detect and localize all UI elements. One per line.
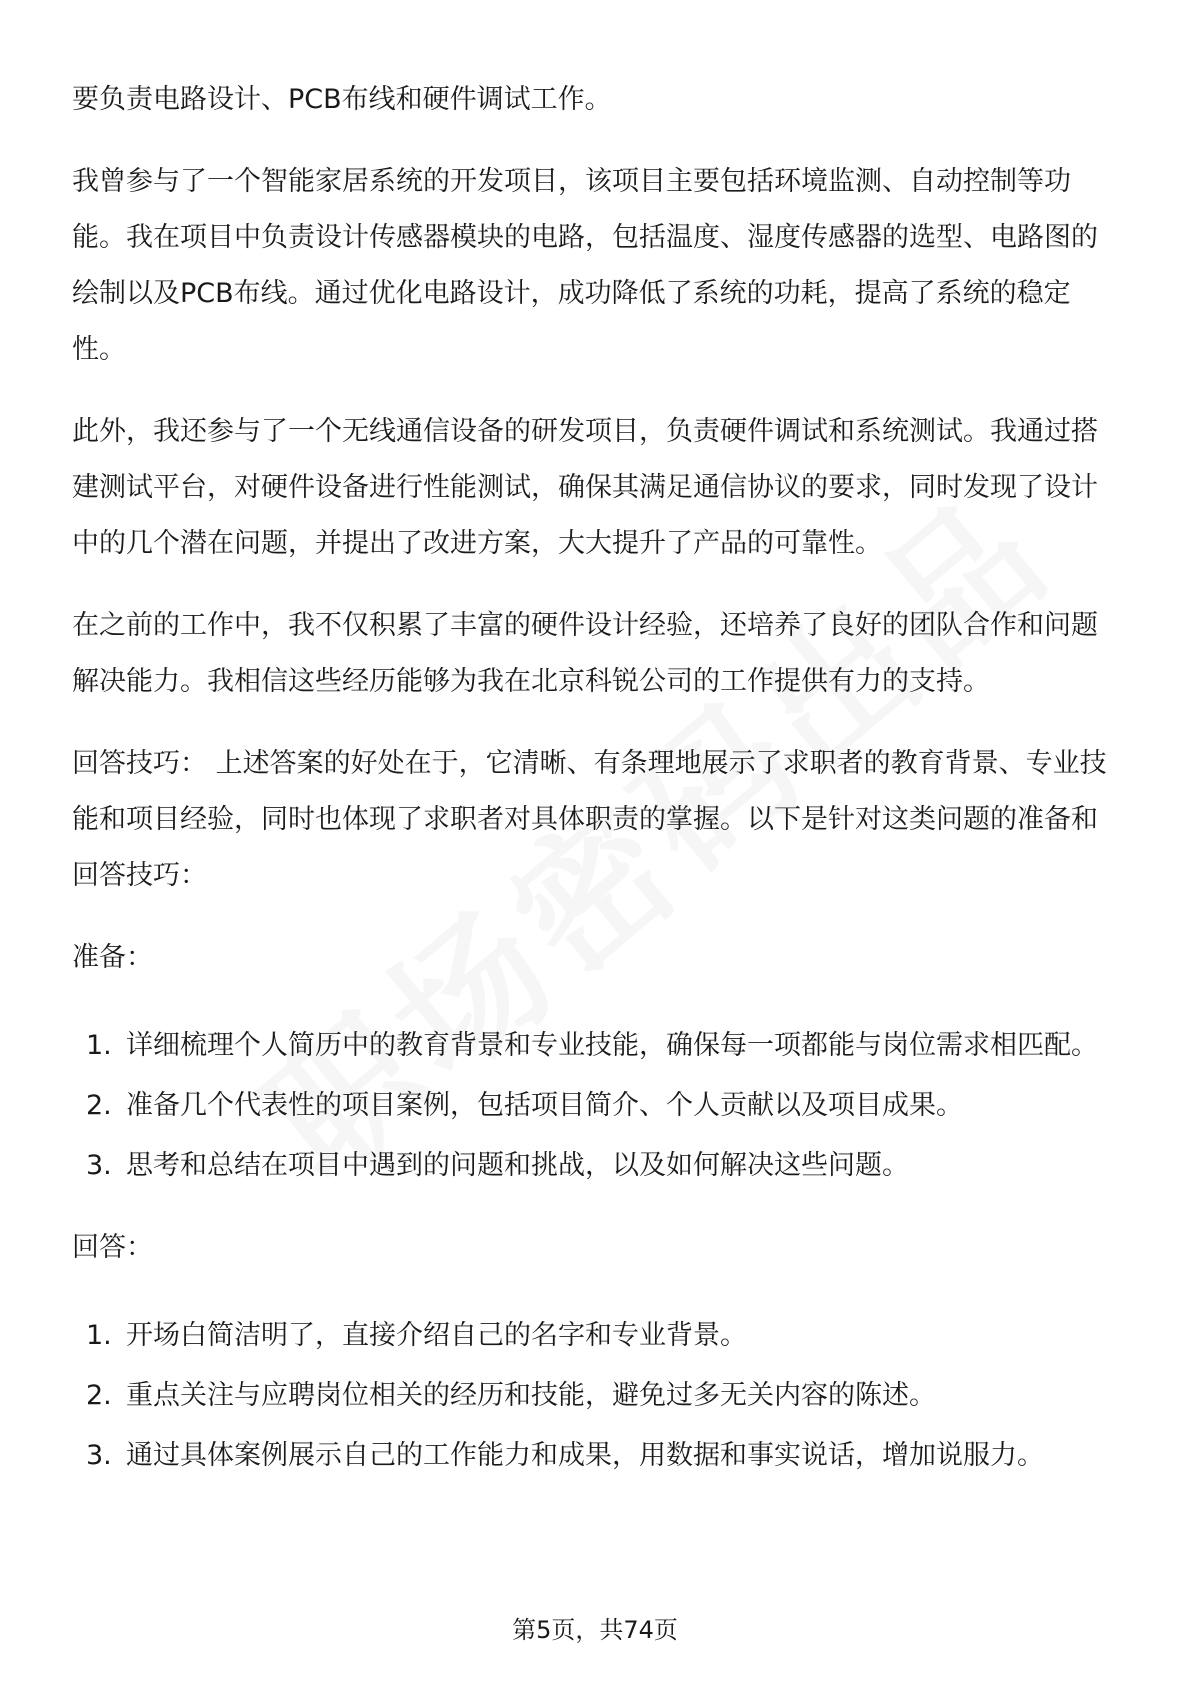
- list-number: 3.: [86, 1150, 112, 1181]
- list-item: [72, 1368, 1122, 1424]
- paragraph-experience-summary: 在之前的工作中，我不仅积累了丰富的硬件设计经验，还培养了良好的团队合作和问题解决能力。我相信这些经历能够为我在北京科锐公司的工作提供有力的支持。: [72, 610, 1098, 697]
- prep-heading: 准备：: [72, 942, 153, 973]
- list-number: 1.: [86, 1030, 112, 1061]
- list-item-text: 开场白简洁明了，直接介绍自己的名字和专业背景。: [126, 1320, 747, 1351]
- list-item-text: 重点关注与应聘岗位相关的经历和技能，避免过多无关内容的陈述。: [126, 1380, 936, 1411]
- paragraph-answer-tips: 回答技巧： 上述答案的好处在于，它清晰、有条理地展示了求职者的教育背景、专业技能和项目经验，同时也体现了求职者对具体职责的掌握。以下是针对这类问题的准备和回答技巧：: [72, 748, 1107, 891]
- list-item-text: 通过具体案例展示自己的工作能力和成果，用数据和事实说话，增加说服力。: [126, 1440, 1044, 1471]
- list-item: [72, 1138, 1122, 1194]
- list-item: [72, 1428, 1122, 1484]
- list-number: 2.: [86, 1090, 112, 1121]
- paragraph-smart-home-project: 我曾参与了一个智能家居系统的开发项目，该项目主要包括环境监测、自动控制等功能。我在项目中负责设计传感器模块的电路，包括温度、湿度传感器的选型、电路图的绘制以及PCB布线。通过优化电路设计，成功降低了系统的功耗，提高了系统的稳定性。: [72, 166, 1098, 365]
- prep-list: [72, 1018, 1122, 1194]
- list-item-text: 详细梳理个人简历中的教育背景和专业技能，确保每一项都能与岗位需求相匹配。: [126, 1030, 1098, 1061]
- list-item: [72, 1078, 1122, 1134]
- page-content: [72, 72, 1122, 1488]
- list-number: 3.: [86, 1440, 112, 1471]
- answer-heading: 回答：: [72, 1232, 153, 1263]
- list-number: 2.: [86, 1380, 112, 1411]
- page-number-footer: 第5页，共74页: [512, 1616, 678, 1644]
- list-item-text: 思考和总结在项目中遇到的问题和挑战，以及如何解决这些问题。: [126, 1150, 909, 1181]
- paragraph-wireless-project: 此外，我还参与了一个无线通信设备的研发项目，负责硬件调试和系统测试。我通过搭建测试平台，对硬件设备进行性能测试，确保其满足通信协议的要求，同时发现了设计中的几个潜在问题，并提出了改进方案，大大提升了产品的可靠性。: [72, 416, 1098, 559]
- list-item: [72, 1018, 1122, 1074]
- list-item-text: 准备几个代表性的项目案例，包括项目简介、个人贡献以及项目成果。: [126, 1090, 963, 1121]
- list-number: 1.: [86, 1320, 112, 1351]
- paragraph-intro-tail: 要负责电路设计、PCB布线和硬件调试工作。: [72, 84, 612, 115]
- answer-list: [72, 1308, 1122, 1484]
- list-item: [72, 1308, 1122, 1364]
